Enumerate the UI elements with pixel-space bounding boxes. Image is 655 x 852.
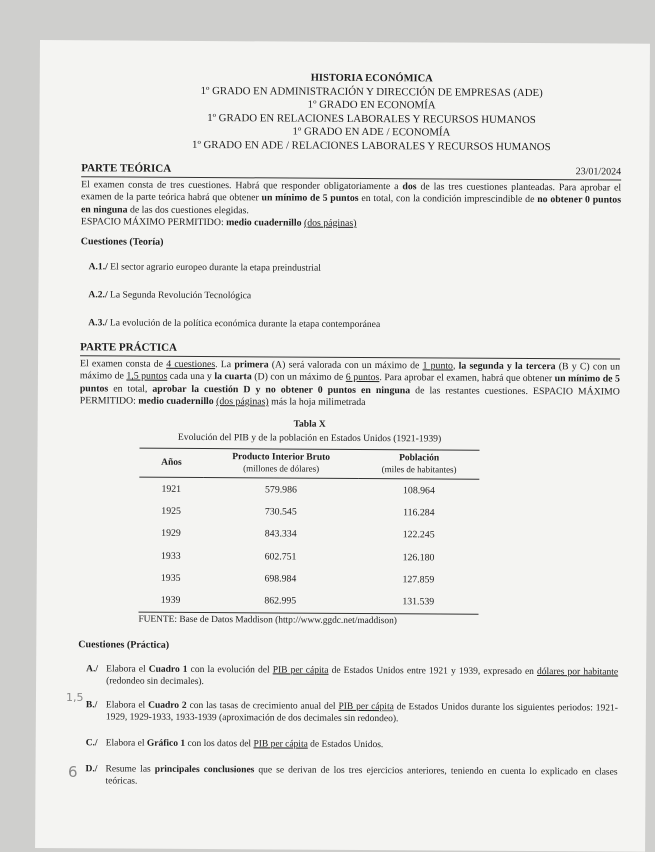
question-label: B./: [85, 699, 98, 710]
question-label: A.1./: [88, 261, 108, 273]
text: más la hoja milimetrada: [268, 396, 366, 409]
text: de Estados Unidos.: [307, 739, 384, 750]
text: El examen consta de: [79, 358, 167, 370]
text-bold: dos: [402, 181, 417, 193]
text-underline: PIB per cápita: [338, 701, 394, 712]
cell-year: 1933: [161, 550, 181, 562]
table-row: [139, 522, 479, 546]
text: que se derivan de los tres ejercicios anteriores, teniendo en cuenta lo explicado en clases teóricas.: [105, 764, 618, 787]
degree-line: 1º GRADO EN ADE / RELACIONES LABORALES Y RECURSOS HUMANOS: [192, 138, 551, 153]
theory-question: [88, 316, 620, 332]
text: Elabora el: [105, 737, 147, 749]
practice-question-b: [86, 699, 618, 726]
gdp-population-table: [139, 448, 480, 614]
text-bold: principales conclusiones: [154, 764, 255, 775]
cell-population: 131.539: [358, 590, 479, 613]
cell-population: 126.180: [402, 551, 435, 563]
degree-line: 1º GRADO EN ADMINISTRACIÓN Y DIRECCIÓN DE EMPRESAS (ADE): [200, 84, 543, 99]
question-label: C./: [85, 737, 98, 748]
handwritten-mark: 1,5: [66, 691, 84, 704]
text: (B y C) con un máximo de: [79, 361, 621, 383]
text-bold: medio cuadernillo: [138, 395, 214, 408]
question-label: D./: [85, 763, 98, 774]
practice-questions-title: Cuestiones (Práctica): [78, 638, 170, 651]
cell-gdp: 579.986: [265, 484, 297, 496]
cell-gdp: 698.984: [264, 573, 297, 585]
theory-title: PARTE TEÓRICA: [81, 162, 172, 175]
text-underline: 1 punto: [422, 360, 454, 372]
text-bold: primera: [234, 359, 269, 371]
header-unit: (miles de habitantes): [381, 464, 457, 475]
question-text: La Segunda Revolución Tecnológica: [107, 289, 252, 302]
practice-title: PARTE PRÁCTICA: [80, 341, 178, 355]
text-bold: Gráfico 1: [146, 738, 186, 749]
text-bold: aprobar la cuestión D y no obtener 0 puntos en ninguna: [152, 383, 411, 397]
text: (redondeo sin decimales).: [106, 675, 204, 687]
question-text: La evolución de la política económica durante la etapa contemporánea: [107, 317, 381, 331]
text: en total, con la condición imprescindible de: [358, 193, 538, 206]
text-underline: 4 cuestiones: [166, 358, 216, 371]
text-underline: PIB per cápita: [272, 664, 329, 676]
text-bold: la segunda y la tercera: [458, 360, 556, 373]
header-text: Producto Interior Bruto: [232, 452, 331, 464]
text: de las tres cuestiones planteadas. Para aprobar el examen de la parte teórica habrá que obtener: [81, 181, 622, 204]
col-header-gdp: [203, 449, 359, 479]
table-row: [139, 567, 479, 591]
gdp-table-block: [138, 418, 479, 628]
header-unit: (millones de dólares): [243, 463, 320, 475]
text: con la evolución del: [187, 664, 273, 675]
text: de las dos cuestiones elegidas.: [127, 204, 249, 216]
text: de Estados Unidos durante los siguientes periodos: 1921-1929, 1929-1933, 1933-1939 (aproximación de dos decimales sin redondeo).: [105, 701, 618, 724]
text: Resume las: [105, 763, 155, 775]
exam-sheet: [35, 40, 650, 852]
text-underline: (dos páginas): [216, 396, 269, 408]
degree-line: 1º GRADO EN ECONOMÍA: [307, 98, 436, 112]
question-text: [105, 763, 617, 790]
question-text: El sector agrario europeo durante la etapa preindustrial: [107, 261, 321, 274]
question-text: [106, 663, 618, 690]
theory-question: [88, 288, 620, 304]
text-underline: (dos páginas): [303, 217, 357, 229]
text-bold: medio cuadernillo: [226, 217, 302, 229]
cell-gdp: 843.334: [264, 528, 297, 540]
practice-question-a: [86, 663, 618, 690]
cell-year: 1929: [161, 528, 181, 540]
question-label: A.3./: [88, 317, 108, 329]
table-subcaption: Evolución del PIB y de la población en Estados Unidos (1921-1939): [177, 432, 442, 445]
text: cada una y: [167, 371, 215, 383]
practice-question-d: [85, 763, 617, 790]
cell-year: 1921: [161, 483, 182, 495]
text-underline: 6 puntos: [345, 372, 380, 384]
theory-questions-title: Cuestiones (Teoría): [80, 236, 164, 248]
cell-population: 108.964: [403, 485, 435, 497]
text: El examen consta de tres cuestiones. Habrá que responder obligatoriamente a: [81, 179, 403, 193]
cell-year: 1935: [160, 572, 181, 584]
text-bold: no obtener 0 puntos en ninguna: [80, 194, 622, 216]
table-row: [139, 477, 479, 502]
cell-population: 127.859: [402, 573, 435, 586]
cell-year: 1939: [139, 589, 203, 612]
text: ESPACIO MÁXIMO PERMITIDO:: [80, 216, 227, 229]
handwritten-mark: 6: [68, 763, 78, 781]
table-caption: Tabla X: [293, 419, 326, 431]
text: en total,: [108, 383, 153, 395]
col-header-year: Años: [139, 448, 203, 477]
table-row: [139, 500, 479, 524]
cell-population: 116.284: [403, 507, 435, 519]
text: Elabora el: [106, 663, 149, 675]
cell-population: 122.245: [402, 529, 435, 541]
text: (A) será valorada con un máximo de: [268, 359, 423, 372]
text-underline: PIB per cápita: [253, 738, 308, 750]
degree-line: 1º GRADO EN ADE / ECONOMÍA: [292, 125, 451, 139]
question-label: A./: [86, 663, 99, 674]
exam-date: 23/01/2024: [575, 166, 622, 178]
theory-instructions: [81, 179, 621, 231]
header-text: Población: [399, 453, 440, 464]
table-source: FUENTE: Base de Datos Maddison (http://www.ggdc.net/maddison): [138, 614, 397, 626]
text: (D) con un máximo de: [251, 371, 346, 384]
cell-gdp: 862.995: [203, 589, 359, 613]
course-title: HISTORIA ECONÓMICA: [310, 72, 433, 85]
text: con las tasas de crecimiento anual del: [186, 700, 339, 712]
cell-gdp: 602.751: [264, 550, 297, 563]
text-bold: la cuarta: [214, 371, 252, 383]
cell-gdp: 730.545: [264, 506, 297, 518]
text: . La: [215, 359, 235, 371]
cell-year: 1925: [161, 505, 181, 518]
question-text: [106, 699, 618, 726]
exam-page: [77, 70, 621, 790]
theory-question: [89, 260, 621, 276]
question-label: A.2./: [88, 289, 108, 301]
text: Elabora el: [105, 699, 149, 711]
text: con los datos del: [185, 738, 254, 749]
text: ,: [452, 360, 459, 372]
table-row: [139, 589, 479, 614]
degree-line: 1º GRADO EN RELACIONES LABORALES Y RECURSOS HUMANOS: [207, 111, 536, 126]
text: de Estados Unidos entre 1921 y 1939, expresado en: [328, 665, 538, 677]
text: . Para aprobar el examen, habrá que obtener: [379, 372, 555, 385]
text-bold: un mínimo de 5 puntos: [261, 192, 359, 205]
text-bold: un mínimo de 5 puntos: [79, 373, 620, 395]
table-row: [139, 545, 479, 569]
text: de las restantes cuestiones. ESPACIO MÁXIMO PERMITIDO:: [79, 385, 620, 407]
table-header-row: [139, 448, 479, 479]
text-underline: 1,5 puntos: [126, 371, 168, 383]
practice-instructions: [80, 358, 620, 410]
question-text: [106, 737, 384, 751]
text-bold: Cuadro 1: [148, 664, 188, 675]
practice-question-c: [86, 737, 618, 752]
col-header-population: [359, 450, 480, 480]
exam-header: [121, 71, 621, 155]
text-underline: dólares por habitante: [537, 666, 619, 678]
text-bold: Cuadro 2: [148, 700, 187, 711]
